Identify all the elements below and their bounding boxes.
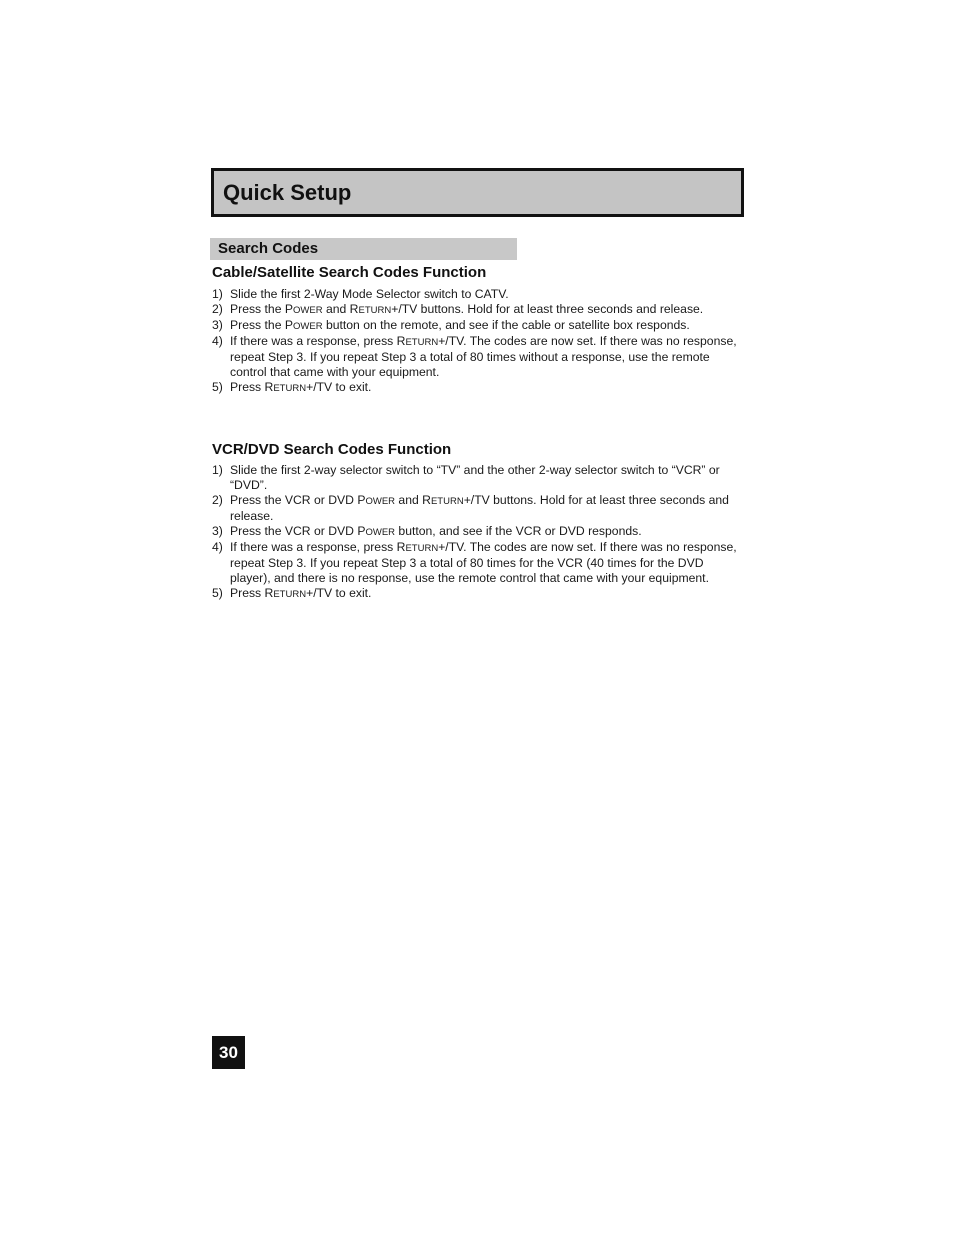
vcr-heading: VCR/DVD Search Codes Function <box>212 441 452 458</box>
vcr-step-2 <box>212 493 742 524</box>
page-title: Quick Setup <box>223 180 352 205</box>
step-text: Slide the first 2-Way Mode Selector switch to CATV. <box>230 287 509 301</box>
step-number: 3) <box>212 524 223 538</box>
vcr-steps-list <box>212 463 742 602</box>
cable-step-3 <box>212 318 742 334</box>
step-number: 4) <box>212 540 223 554</box>
section-title: Search Codes <box>218 240 319 257</box>
step-text: Slide the first 2-way selector switch to “TV” and the other 2-way selector switch to “VCR” or “DVD”. <box>230 463 720 492</box>
page-number: 30 <box>219 1043 238 1062</box>
step-number: 3) <box>212 318 223 332</box>
section-bar <box>210 238 517 260</box>
step-number: 1) <box>212 287 223 301</box>
cable-steps-list <box>212 287 742 396</box>
page-number-badge <box>212 1036 245 1069</box>
vcr-step-3 <box>212 524 742 540</box>
step-number: 4) <box>212 334 223 348</box>
step-text: Press the POWER button on the remote, and see if the cable or satellite box responds. <box>230 318 690 332</box>
cable-step-2 <box>212 302 742 318</box>
step-text: If there was a response, press RETURN+/TV. The codes are now set. If there was no response, repeat Step 3. If you repeat Step 3 a total of 80 times without a response, use the remote control that came with your equipment. <box>230 334 737 379</box>
cable-heading: Cable/Satellite Search Codes Function <box>212 264 487 281</box>
vcr-step-4 <box>212 540 742 586</box>
cable-step-4 <box>212 334 742 380</box>
page-header <box>211 168 744 217</box>
step-number: 2) <box>212 302 223 316</box>
step-number: 2) <box>212 493 223 507</box>
cable-step-1 <box>212 287 742 302</box>
vcr-step-5 <box>212 586 742 602</box>
step-text: If there was a response, press RETURN+/TV. The codes are now set. If there was no response, repeat Step 3. If you repeat Step 3 a total of 80 times for the VCR (40 times for the DVD player), and there is no response, use the remote control that came with your equipment. <box>230 540 737 585</box>
step-number: 5) <box>212 380 223 394</box>
step-text: Press the VCR or DVD POWER and RETURN+/TV buttons. Hold for at least three seconds and release. <box>230 493 729 523</box>
step-text: Press the VCR or DVD POWER button, and see if the VCR or DVD responds. <box>230 524 642 538</box>
step-number: 5) <box>212 586 223 600</box>
step-text: Press RETURN+/TV to exit. <box>230 380 372 394</box>
step-text: Press the POWER and RETURN+/TV buttons. Hold for at least three seconds and release. <box>230 302 704 316</box>
step-text: Press RETURN+/TV to exit. <box>230 586 372 600</box>
cable-step-5 <box>212 380 742 396</box>
step-number: 1) <box>212 463 223 477</box>
vcr-step-1 <box>212 463 742 493</box>
